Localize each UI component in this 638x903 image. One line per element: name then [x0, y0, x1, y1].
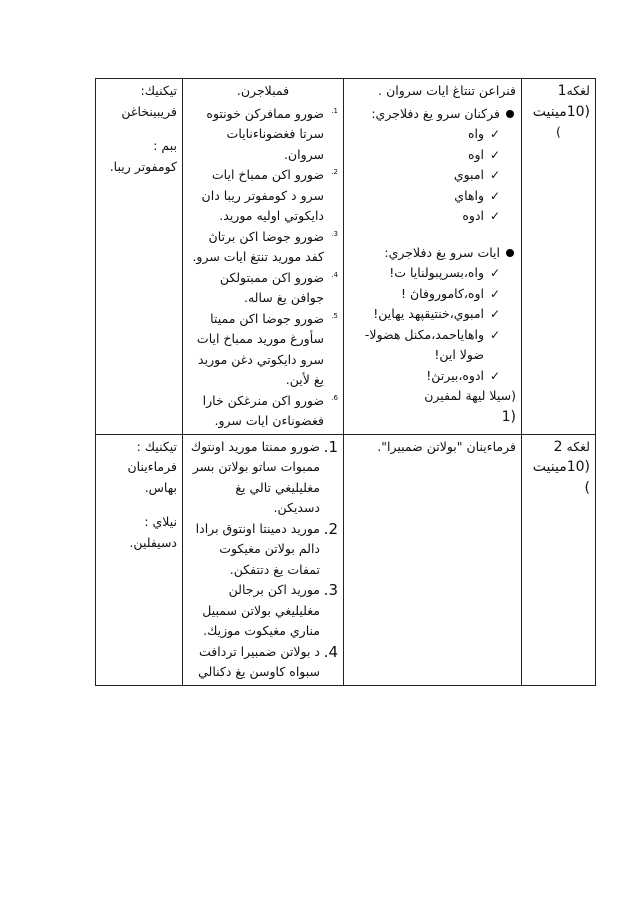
technique-label: تيكنيك: — [140, 83, 177, 98]
content-intro: فرماءينان "بولاتن ضمبيرا". — [377, 438, 516, 454]
list-item: 5. ضورو جوضا اكن مميتا سأورغ موريد ممباخ ايات سرو دايكوتي دغن موريد يغ لأين. — [196, 310, 338, 387]
activity-continuation: فمبلاجرن. — [236, 83, 290, 98]
table-row — [96, 79, 596, 435]
step-number: 2 — [553, 438, 563, 455]
list-item: 2. ضورو اكن ممباخ ايات سرو د كومفوتر ريبا دان دايكوتي اوليه موريد. — [201, 167, 338, 223]
bullet-icon — [506, 249, 514, 257]
step-time-cell — [522, 434, 596, 685]
content-cell — [344, 434, 522, 685]
list-item: ✓ واه — [349, 124, 500, 145]
content-intro: فنراعن تنتاغ ايات سروان . — [378, 83, 516, 98]
step-number: 1 — [557, 83, 567, 99]
activity-cell — [183, 79, 344, 435]
list-item: ✓ ادوه — [349, 206, 500, 227]
step-time-cell — [522, 79, 596, 435]
list-item: 1. ضورو ممافركن خونتوه سرتا فغضوناءنايات سروان. — [206, 105, 338, 162]
checklist — [349, 124, 516, 227]
list-item: ✓ اوه،كاموروفاڽ ! — [349, 284, 500, 305]
list-item: ✓ اوه — [349, 145, 500, 166]
content-closing: (سيلا ليهة لمفيرن — [424, 388, 516, 403]
checkmark-icon: ✓ — [489, 286, 500, 301]
technique-value: فريبينخاغن — [121, 103, 177, 119]
content-closing-number: 1) — [501, 408, 516, 425]
lesson-plan-table — [95, 78, 596, 686]
technique-value: فرماءينان بهاس. — [127, 459, 177, 495]
list-item: 1. ضورو ممنتا موريد اونتوك ممبوات ساتو بولاتن بسر مغليليغي تالي يغ دسديكن. — [190, 437, 338, 515]
step-duration-close: ) — [556, 124, 561, 139]
list-item: ✓ واهاي — [349, 186, 500, 207]
checkmark-icon: ✓ — [489, 147, 500, 162]
step-duration: (10مينيت — [532, 103, 590, 120]
activity-steps — [188, 104, 338, 432]
bullet-icon — [506, 110, 514, 118]
content-cell — [344, 79, 522, 435]
list-item: 3. موريد اكن برجالن مغليليغي بولاتن سمبيل مناري مغيكوت موزيك. — [202, 581, 338, 638]
list-item: 2. موريد دمينتا اونتوق برادا دالم بولاتن مغيكوت تمفات يغ دتتفكن. — [195, 519, 338, 577]
list-item: ✓ ادوه،بيرتڽ! — [349, 366, 500, 387]
step-label: لغكه — [566, 83, 590, 98]
value-label: نيلاي : — [144, 514, 177, 529]
checklist — [349, 263, 516, 386]
checkmark-icon: ✓ — [489, 327, 500, 342]
checkmark-icon: ✓ — [489, 209, 500, 223]
checkmark-icon: ✓ — [489, 307, 500, 321]
step-duration: (10مينيت ) — [532, 459, 590, 496]
value-value: دسيفلين. — [129, 534, 177, 550]
notes-cell — [96, 434, 183, 685]
checkmark-icon: ✓ — [489, 368, 500, 383]
notes-cell — [96, 79, 183, 435]
content-group-title: ايات سرو يغ دفلاجري: — [349, 243, 516, 264]
activity-steps — [188, 437, 338, 683]
list-item: ✓ واهاياحمد،مكنل هضولا-ضولا اين! — [364, 326, 500, 362]
materials-value: كومفوتر ريبا. — [109, 158, 177, 174]
checkmark-icon: ✓ — [489, 266, 500, 280]
step-label: لغكه — [566, 438, 590, 454]
table-row — [96, 434, 596, 685]
list-item: ✓ واه،بسرڽبولنايا ت! — [349, 263, 500, 284]
list-item: 4. د بولاتن ضمبيرا تردافت سبواه كاوسن يغ دكنالي — [198, 642, 338, 679]
list-item: 4. ضورو اكن ممبتولكن جوافن يغ ساله. — [219, 269, 338, 305]
list-item: ✓ امبوي — [349, 165, 500, 186]
checkmark-icon: ✓ — [489, 188, 500, 203]
content-group-title: فركنان سرو يغ دفلاجري: — [349, 104, 516, 125]
checkmark-icon: ✓ — [489, 168, 500, 182]
list-item: 3. ضورو جوضا اكن برتاڽ كفد موريد تنتغ ايات سرو. — [192, 228, 338, 264]
list-item: 6. ضورو اكن منرغكن خارا فغضوناءن ايات سرو. — [202, 392, 338, 428]
checkmark-icon: ✓ — [489, 127, 500, 141]
technique-label: تيكنيك : — [136, 438, 177, 454]
list-item: ✓ امبوي،خنتيقڽهد يهاين! — [349, 304, 500, 325]
materials-label: ببم : — [153, 138, 177, 153]
activity-cell — [183, 434, 344, 685]
